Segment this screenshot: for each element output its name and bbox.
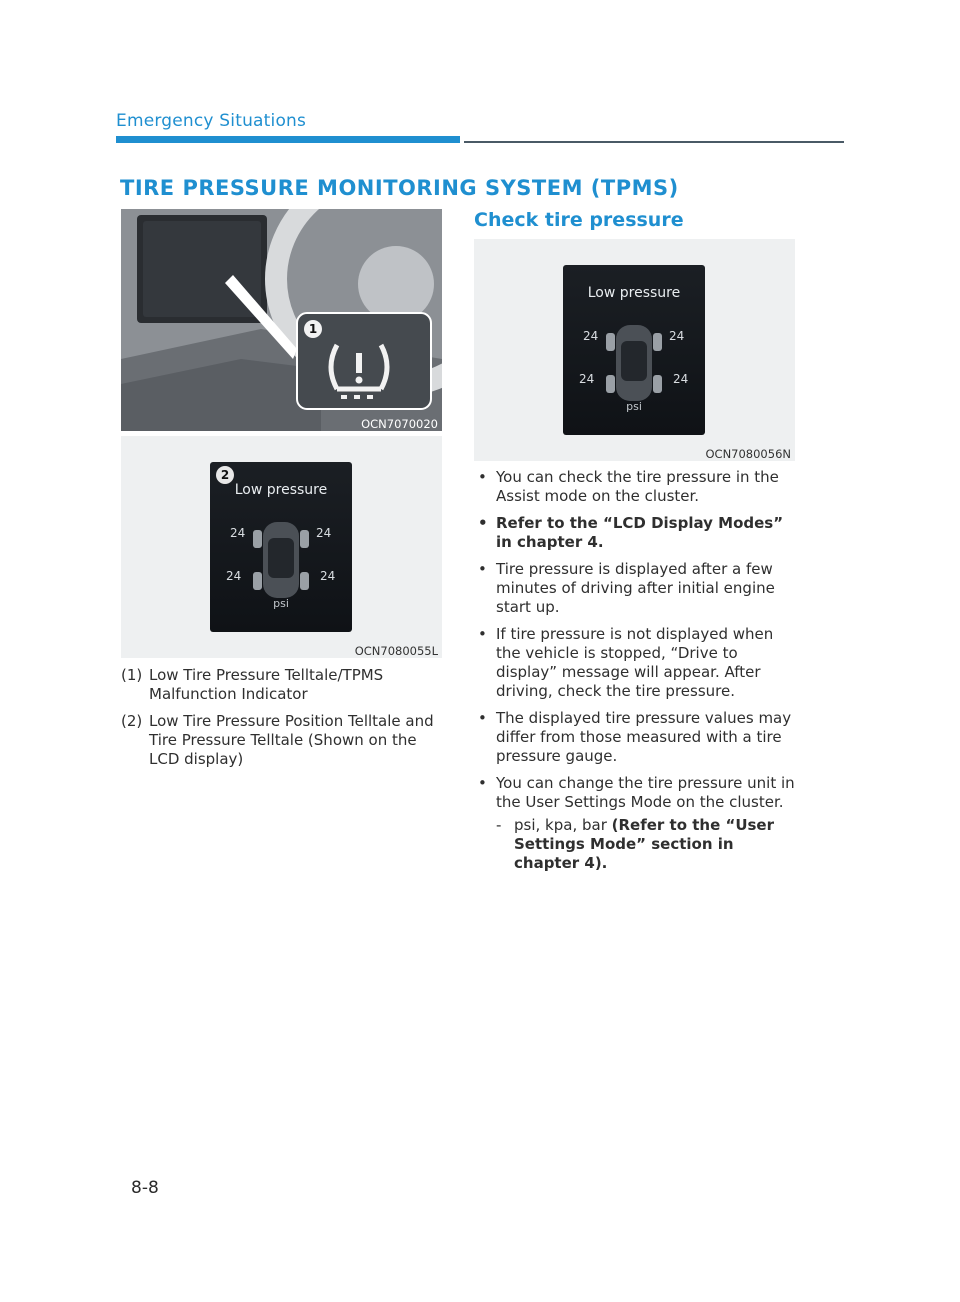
- bullet: •: [478, 709, 487, 727]
- sub-list-item: [478, 816, 798, 873]
- pressure-unit: psi: [626, 400, 642, 413]
- rear-left-value: 24: [579, 372, 595, 386]
- lcd-figure-panel: [474, 239, 795, 461]
- figure-code: OCN7070020: [361, 417, 438, 431]
- rear-right-value: 24: [320, 569, 336, 583]
- legend-item: [121, 666, 441, 704]
- legend-list: [121, 666, 441, 777]
- rear-left-value: 24: [226, 569, 242, 583]
- list-item: [478, 468, 798, 506]
- bullet: •: [478, 468, 487, 486]
- legend-text: Low Tire Pressure Telltale/TPMS Malfunction Indicator: [149, 666, 384, 703]
- page-number: 8-8: [131, 1178, 159, 1198]
- callout-marker-2: 2: [216, 466, 234, 484]
- callout-marker-1: 1: [304, 320, 322, 338]
- list-item: [478, 709, 798, 766]
- list-item: [478, 774, 798, 812]
- dashboard-illustration: [121, 209, 442, 431]
- figure-code: OCN7080055L: [354, 644, 438, 658]
- steering-photo: [121, 209, 442, 431]
- list-item-text: You can change the tire pressure unit in the User Settings Mode on the cluster.: [496, 774, 795, 811]
- chapter-title: Emergency Situations: [116, 111, 307, 131]
- bullet: •: [478, 560, 487, 578]
- dash: -: [496, 816, 502, 834]
- header-rule: [464, 141, 844, 143]
- figure-code: OCN7080056N: [705, 447, 791, 461]
- display-title: Low pressure: [234, 482, 328, 498]
- bullet: •: [478, 774, 487, 792]
- front-right-value: 24: [316, 526, 332, 540]
- list-item-text: If tire pressure is not displayed when the vehicle is stopped, “Drive to display” message will appear. After driving, check the tire pressure.: [496, 625, 774, 700]
- list-item-text: Refer to the “LCD Display Modes” in chapter 4.: [496, 514, 784, 551]
- legend-number: (2): [121, 712, 143, 730]
- sub-item-reference: (Refer to the “User Settings Mode” section in chapter 4).: [514, 816, 775, 872]
- sub-item-text: psi, kpa, bar: [514, 816, 612, 834]
- front-left-value: 24: [230, 526, 246, 540]
- rear-right-value: 24: [673, 372, 689, 386]
- list-item-text: You can check the tire pressure in the Assist mode on the cluster.: [496, 468, 779, 505]
- legend-item: [121, 712, 441, 769]
- lcd-figure-panel: [121, 436, 442, 658]
- bullet: •: [478, 625, 487, 643]
- section-heading: TIRE PRESSURE MONITORING SYSTEM (TPMS): [120, 176, 679, 200]
- front-right-value: 24: [669, 329, 685, 343]
- lcd-display: [210, 462, 352, 632]
- list-item-text: The displayed tire pressure values may differ from those measured with a tire pressure gauge.: [496, 709, 792, 765]
- list-item: [478, 560, 798, 617]
- legend-number: (1): [121, 666, 143, 684]
- bullet: •: [478, 514, 488, 532]
- lcd-display: [563, 265, 705, 435]
- display-title: Low pressure: [587, 285, 681, 301]
- legend-text: Low Tire Pressure Position Telltale and Tire Pressure Telltale (Shown on the LCD display): [149, 712, 434, 768]
- front-left-value: 24: [583, 329, 599, 343]
- pressure-unit: psi: [273, 597, 289, 610]
- list-item: [478, 514, 798, 552]
- check-list: [478, 468, 798, 873]
- list-item: [478, 625, 798, 701]
- subsection-heading: Check tire pressure: [474, 209, 684, 231]
- header-rule-accent: [116, 136, 460, 143]
- car-top-view-icon: [604, 321, 664, 405]
- car-top-view-icon: [251, 518, 311, 602]
- list-item-text: Tire pressure is displayed after a few minutes of driving after initial engine start up.: [496, 560, 775, 616]
